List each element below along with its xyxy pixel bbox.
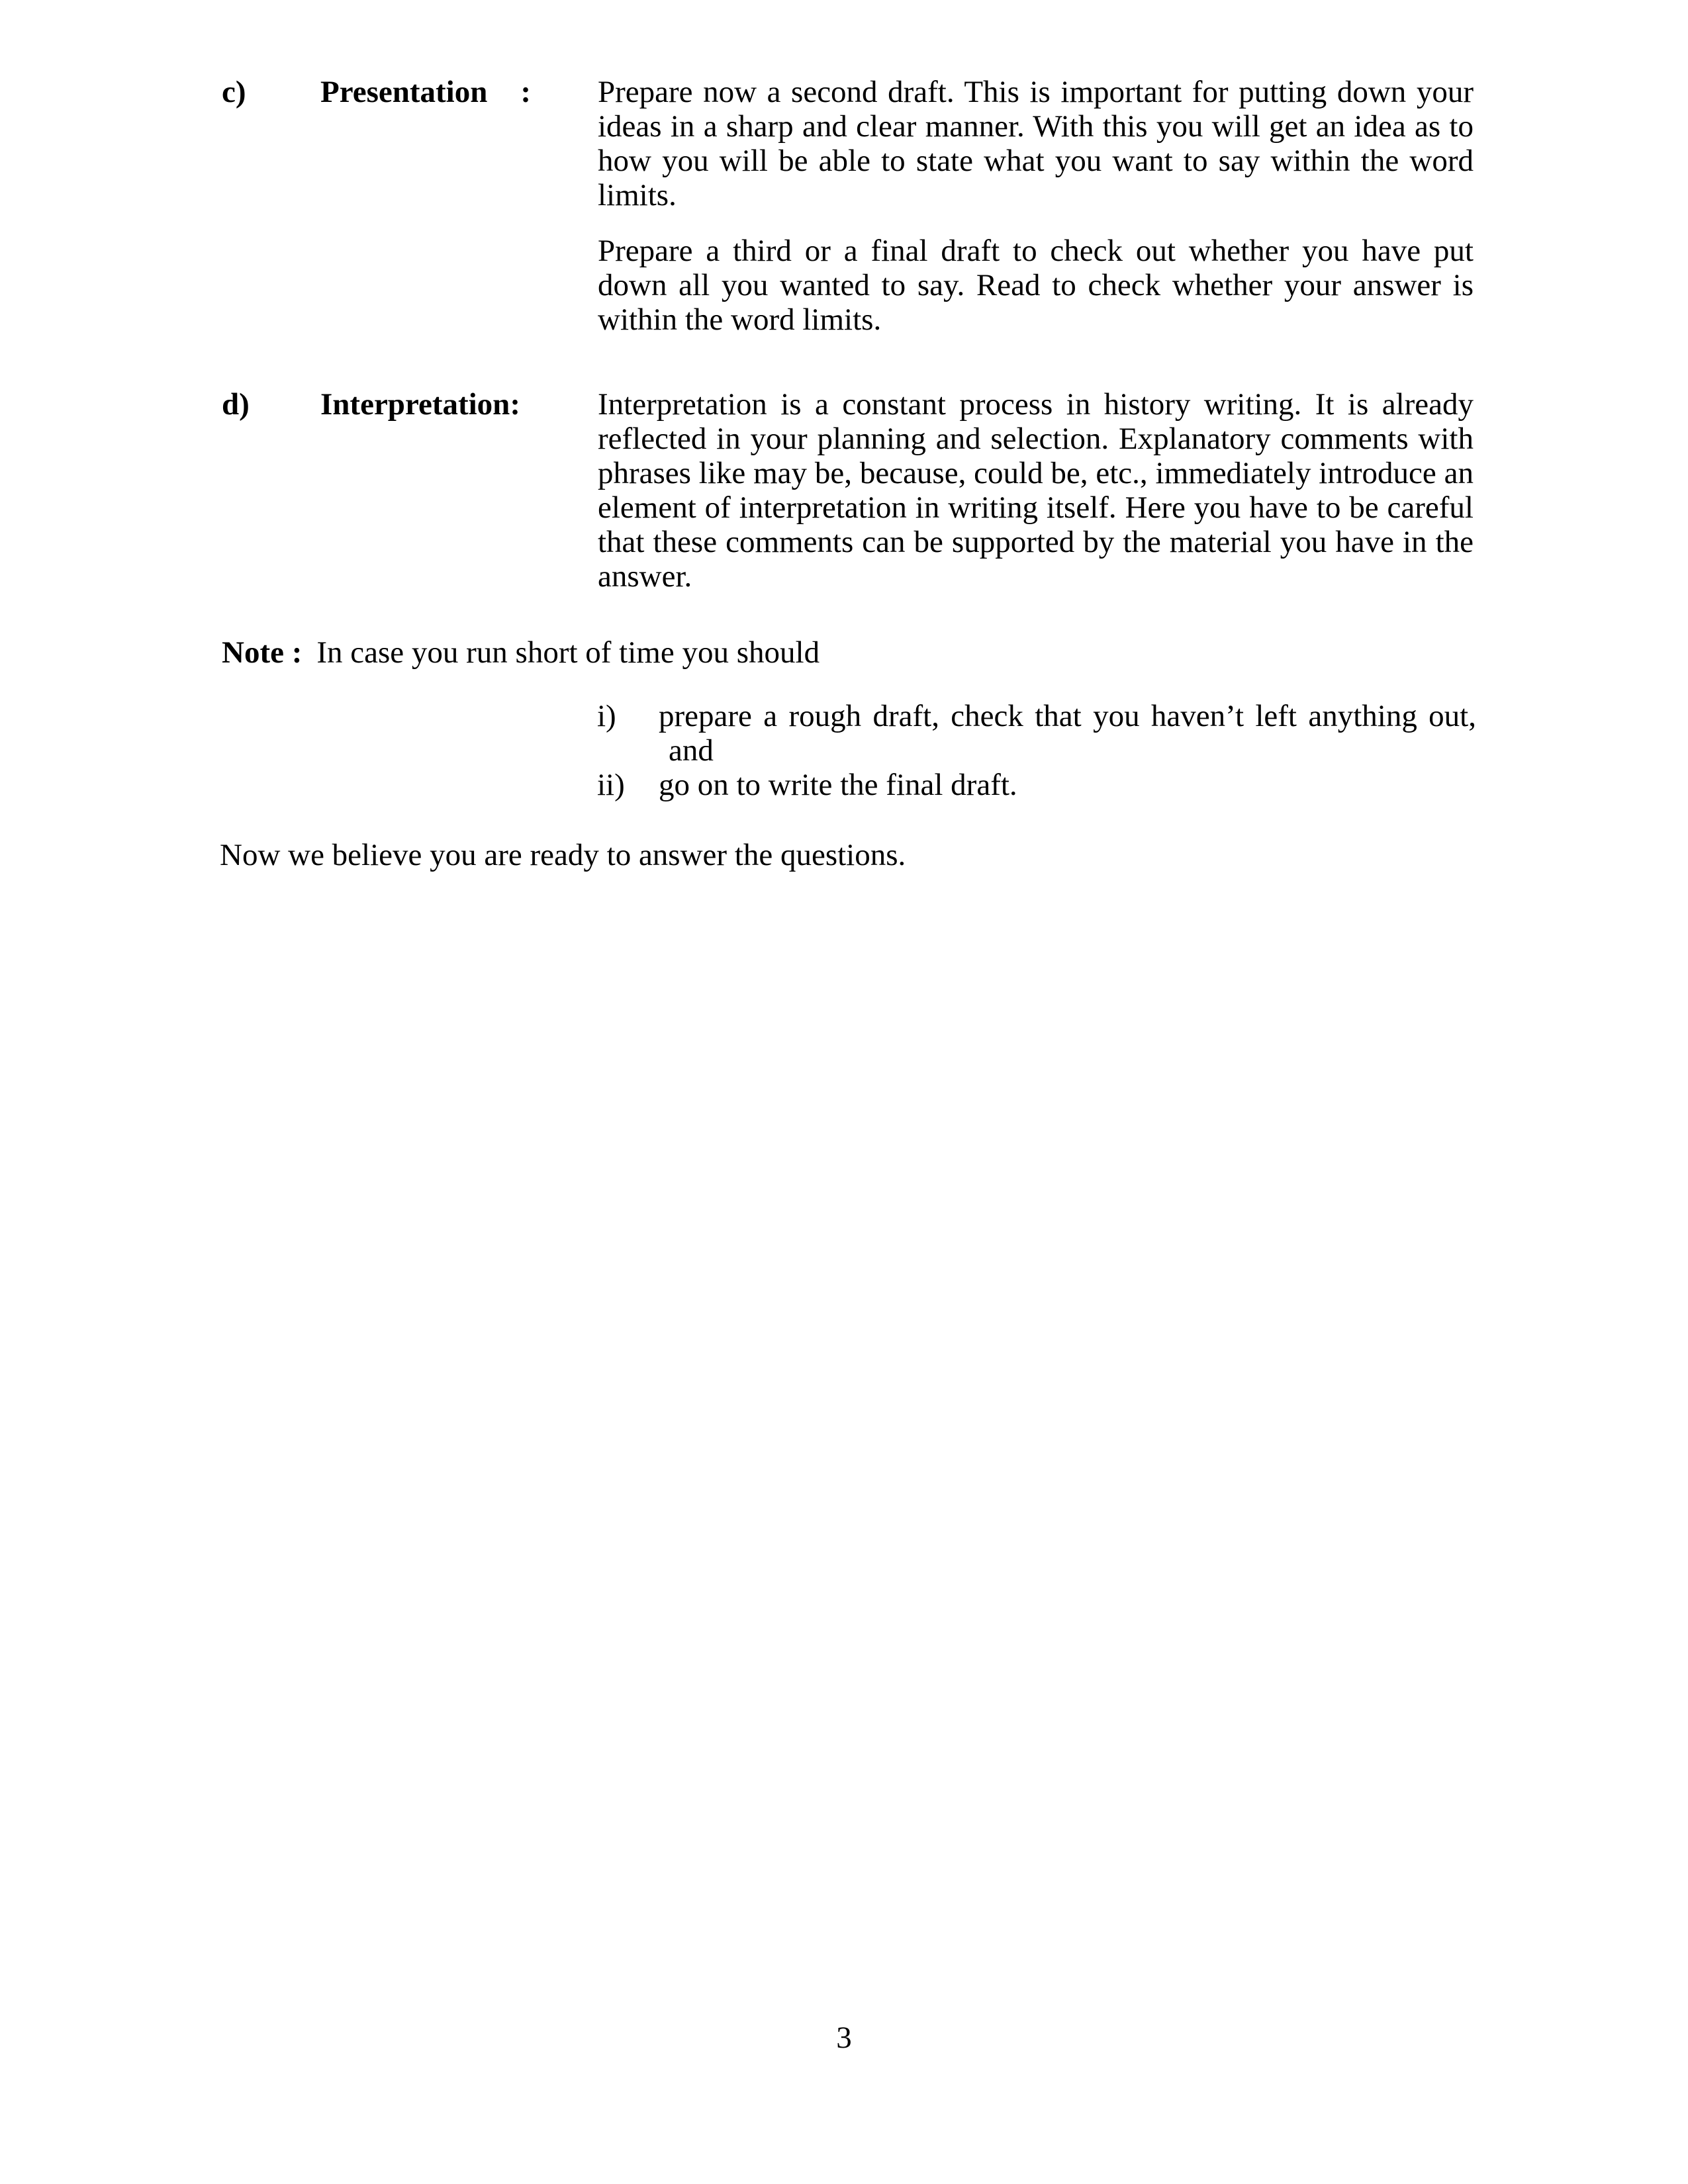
section-label <box>320 387 598 594</box>
list-item-continuation: and <box>669 733 714 768</box>
paragraph: Interpretation is a constant process in history writing. It is already reflected in your planning and selection. Explanatory comments with phrases like may be, because, could be, etc., immediately introduce an element of interpretation in writing itself. Here you have to be careful that these comments can be supported by the material you have in the answer. <box>598 387 1474 594</box>
list-item-text <box>659 768 1476 802</box>
section-interpretation <box>222 387 1474 594</box>
paragraph: Prepare a third or a final draft to check out whether you have put down all you wanted to say. Read to check whether your answer is within the word limits. <box>598 234 1474 337</box>
note-label: Note : <box>222 635 303 670</box>
list-item <box>597 699 1476 768</box>
section-presentation <box>222 75 1474 337</box>
list-item-text <box>659 699 1476 768</box>
list-item-marker: i) <box>597 699 616 733</box>
section-marker: d) <box>222 387 250 422</box>
section-body <box>598 387 1474 594</box>
section-label <box>320 75 598 337</box>
section-marker: c) <box>222 75 246 109</box>
note-text: In case you run short of time you should <box>316 635 820 670</box>
list-item-line: prepare a rough draft, check that you haven’t left anything out, <box>659 699 1476 733</box>
section-label-text: Interpretation: <box>320 387 520 422</box>
section-body <box>598 75 1474 337</box>
note-list <box>597 699 1476 802</box>
list-item <box>597 768 1476 802</box>
page-number: 3 <box>836 2021 852 2055</box>
list-item-line: go on to write the final draft. <box>659 768 1017 802</box>
list-item-marker: ii) <box>597 768 625 802</box>
section-label-text: Presentation <box>320 75 488 109</box>
note-row <box>222 635 1479 670</box>
section-label-colon: : <box>520 75 532 109</box>
closing-line: Now we believe you are ready to answer the questions. <box>220 838 906 872</box>
paragraph: Prepare now a second draft. This is important for putting down your ideas in a sharp and clear manner. With this you will get an idea as to how you will be able to state what you want to say within the word limits. <box>598 75 1474 212</box>
